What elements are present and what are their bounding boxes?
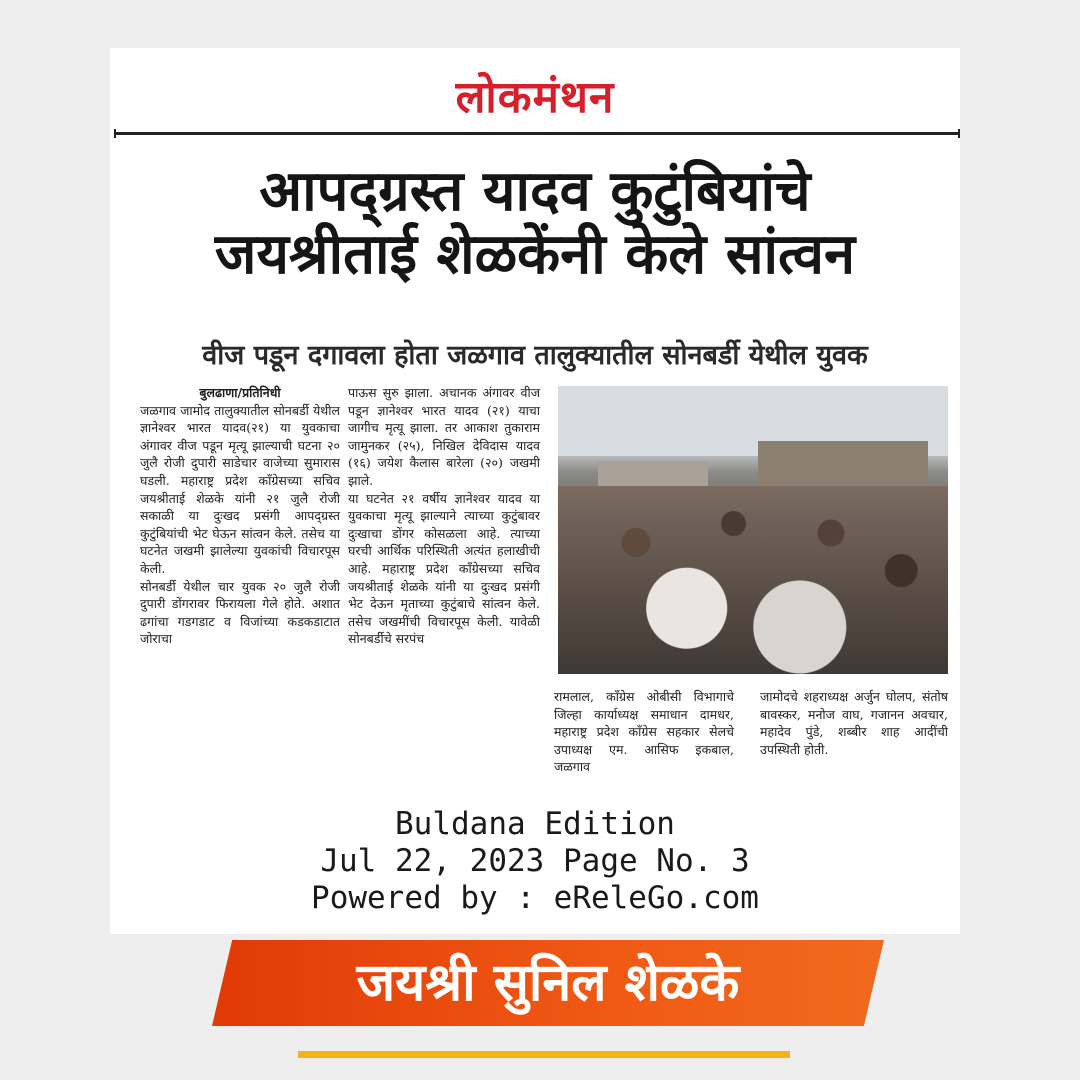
- newspaper-clipping: [110, 48, 960, 934]
- edition-name: Buldana Edition: [395, 806, 675, 842]
- article-column-4: [760, 688, 948, 758]
- article-subheadline: वीज पडून दगावला होता जळगाव तालुक्यातील सोनबर्डी येथील युवक: [202, 340, 868, 371]
- article-paragraph: रामलाल, कॉंग्रेस ओबीसी विभागाचे जिल्हा कार्याध्यक्ष समाधान दामधर, महाराष्ट्र प्रदेश कॉंग्रेस सहकार सेलचे उपाध्यक्ष एम. आसिफ इकबाल, जळगाव: [554, 689, 734, 775]
- article-paragraph: या घटनेत २१ वर्षीय ज्ञानेश्वर यादव या युवकाचा मृत्यू झाल्याने त्याच्या कुटुंबावर दुःखाचा डोंगर कोसळला आहे. त्याच्या घरची आर्थिक परिस्थिती अत्यंत हलाखीची आहे. महाराष्ट्र प्रदेश कॉंग्रेसच्या सचिव जयश्रीताई शेळके यांनी या दुःखद प्रसंगी भेट देऊन मृताच्या कुटुंबाचे सांत्वन केले. तसेच जखमींची विचारपूस केली. यावेळी सोनबर्डीचे सरपंच: [348, 490, 540, 647]
- article-paragraph: जळगाव जामोद तालुक्यातील सोनबर्डी येथील ज्ञानेश्वर भारत यादव(२१) या युवकाचा अंगावर वीज पडून मृत्यू झाल्याची घटना २० जुलै रोजी दुपारी साडेचार वाजेच्या सुमारास घडली. महाराष्ट्र प्रदेश कॉंग्रेसच्या सचिव जयश्रीताई शेळके यांनी २१ जुलै रोजी सकाळी या दुःखद प्रसंगी आपद्ग्रस्त कुटुंबियांची भेट घेऊन सांत्वन केले. तसेच या घटनेत जखमी झालेल्या युवकांची विचारपूस केली.: [140, 402, 340, 576]
- edition-date-page: Jul 22, 2023 Page No. 3: [320, 843, 750, 879]
- name-banner-text: जयश्री सुनिल शेळके: [356, 953, 740, 1013]
- news-photo: [558, 386, 948, 674]
- newspaper-masthead: लोकमंथन: [455, 72, 615, 123]
- article-paragraph: सोनबर्डी येथील चार युवक २० जुलै रोजी दुपारी डोंगरावर फिरायला गेले होते. अशात ढगांचा गडगडाट व विजांच्या कडकडाटात जोराचा: [140, 578, 340, 647]
- article-byline: बुलढाणा/प्रतिनिधी: [199, 385, 281, 400]
- article-headline: [110, 160, 960, 286]
- article-column-3: [554, 688, 734, 776]
- headline-line-1: आपद्ग्रस्त यादव कुटुंबियांचे: [259, 159, 811, 224]
- headline-line-2: जयश्रीताई शेळकेंनी केले सांत्वन: [214, 222, 856, 287]
- masthead-rule: [114, 132, 960, 135]
- article-paragraph: जामोदचे शहराध्यक्ष अर्जुन घोलप, संतोष बावस्कर, मनोज वाघ, गजानन अवचार, महादेव पुंडे, शब्बीर शाह आदींची उपस्थिती होती.: [760, 689, 948, 757]
- edition-powered-by: Powered by : eReleGo.com: [311, 880, 759, 916]
- article-paragraph: पाऊस सुरु झाला. अचानक अंगावर वीज पडून ज्ञानेश्वर भारत यादव (२१) याचा जागीच मृत्यू झाला. तर आकाश तुकाराम जामुनकर (२५), निखिल देविदास यादव (१६) जयेश कैलास बारेला (२०) जखमी झाले.: [348, 385, 540, 488]
- banner-underline: [298, 1051, 790, 1058]
- article-column-1: [140, 384, 340, 648]
- photo-crowd: [558, 486, 948, 674]
- article-column-2: [348, 384, 540, 648]
- edition-info: [110, 806, 960, 917]
